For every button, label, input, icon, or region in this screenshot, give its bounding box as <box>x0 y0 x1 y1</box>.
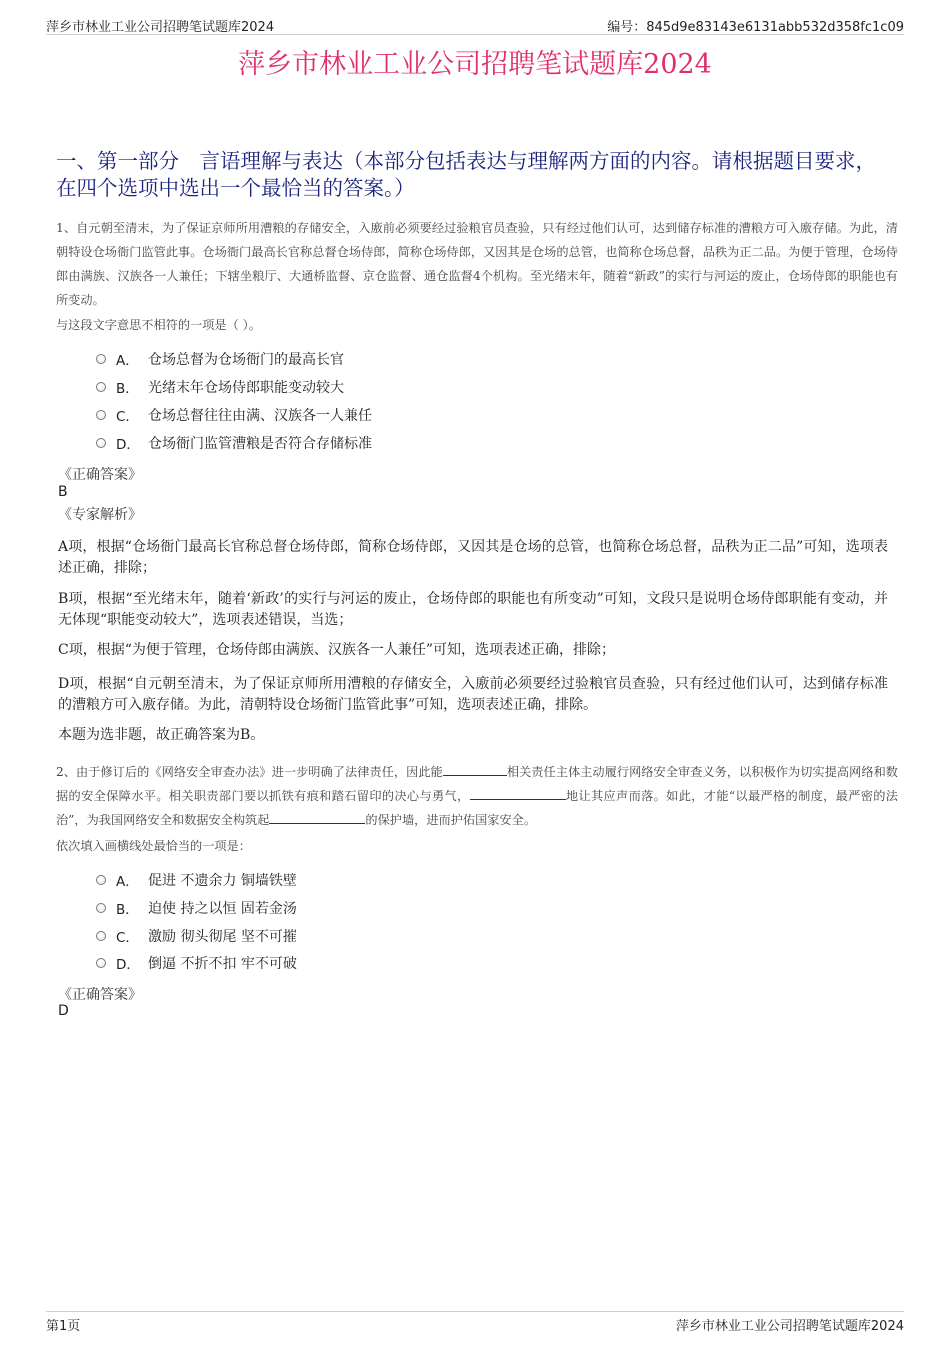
stem-text: 相关责任主体主动履行网络安全审查义务，以积极作为切实提高网络和数据的安全保障水平。相关职责部门要以抓铁有痕和踏石留印的决心与勇气， <box>56 765 898 803</box>
question-2-answer: D <box>58 1003 69 1019</box>
question-1-stem: 1、自元朝至清末，为了保证京师所用漕粮的存储安全，入廒前必须要经过验粮官员查验，只有经过他们认可，达到储存标准的漕粮方可入廒存储。为此，清朝特设仓场衙门监管此事。仓场衙门最高长官称总督仓场侍郎，简称仓场侍郎，又因其是仓场的总管，也简称仓场总督，品秩为正二品。为便于管理，仓场侍郎由满族、汉族各一人兼任；下辖坐粮厅、大通桥监督、京仓监督、通仓监督4个机构。至光绪末年，随着“新政”的实行与河运的废止，仓场侍郎的职能也有所变动。 <box>56 221 898 307</box>
radio-icon[interactable] <box>96 410 106 420</box>
option-letter: A． <box>116 353 139 369</box>
page-header <box>46 14 904 35</box>
question-2-option-d[interactable] <box>96 953 297 973</box>
radio-icon[interactable] <box>96 382 106 392</box>
stem-text: 地让其应声而落。如此，才能“以最严格的制度，最严密的法治”，为我国网络安全和数据安全构筑起 <box>56 789 898 827</box>
radio-icon[interactable] <box>96 875 106 885</box>
page-number: 第1页 <box>46 1319 81 1334</box>
question-1-answer: B <box>58 484 68 500</box>
stem-text: 的保护墙，进而护佑国家安全。 <box>365 813 537 827</box>
option-text: 光绪末年仓场侍郎职能变动较大 <box>148 380 344 396</box>
page-footer <box>46 1311 904 1334</box>
analysis-item: D项，根据“自元朝至清末，为了保证京师所用漕粮的存储安全，入廒前必须要经过验粮官员查验，只有经过他们认可，达到储存标准的漕粮方可入廒存储。为此，清朝特设仓场衙门监管此事”可知，选项表述正确，排除。 <box>58 676 888 713</box>
question-1-option-d[interactable] <box>96 433 372 453</box>
option-letter: D． <box>116 437 140 453</box>
analysis-item: C项，根据“为便于管理，仓场侍郎由满族、汉族各一人兼任”可知，选项表述正确，排除； <box>58 642 616 658</box>
analysis-item: B项，根据“至光绪末年，随着‘新政’的实行与河运的废止，仓场侍郎的职能也有所变动”可知，文段只是说明仓场侍郎职能有变动，并无体现“职能变动较大”，选项表述错误，当选； <box>58 591 888 628</box>
analysis-item: A项，根据“仓场衙门最高长官称总督仓场侍郎，简称仓场侍郎，又因其是仓场的总管，也简称仓场总督，品秩为正二品”可知，选项表述正确，排除； <box>58 539 888 576</box>
radio-icon[interactable] <box>96 931 106 941</box>
document-title: 萍乡市林业工业公司招聘笔试题库2024 <box>238 49 712 80</box>
option-letter: A． <box>116 874 139 890</box>
analysis-conclusion: 本题为选非题，故正确答案为B。 <box>58 727 265 743</box>
question-2-stem <box>56 760 898 832</box>
question-1-option-a[interactable] <box>96 349 344 369</box>
option-text: 激励 彻头彻尾 坚不可摧 <box>148 929 297 945</box>
fill-blank <box>443 763 507 776</box>
question-2-prompt: 依次填入画横线处最恰当的一项是： <box>56 839 251 853</box>
option-text: 仓场衙门监管漕粮是否符合存储标准 <box>148 436 372 452</box>
option-letter: D． <box>116 957 140 973</box>
question-1-option-b[interactable] <box>96 377 344 397</box>
option-letter: C． <box>116 409 139 425</box>
question-1-option-c[interactable] <box>96 405 372 425</box>
fill-blank <box>470 787 566 800</box>
option-text: 仓场总督为仓场衙门的最高长官 <box>148 352 344 368</box>
option-letter: B． <box>116 381 139 397</box>
option-text: 仓场总督往往由满、汉族各一人兼任 <box>148 408 372 424</box>
footer-title: 萍乡市林业工业公司招聘笔试题库2024 <box>675 1319 904 1334</box>
header-doc-id: 编号：845d9e83143e6131abb532d358fc1c09 <box>607 20 904 35</box>
option-text: 倒逼 不折不扣 牢不可破 <box>148 956 297 972</box>
option-text: 促进 不遗余力 铜墙铁壁 <box>148 873 297 889</box>
stem-text: 2、由于修订后的《网络安全审查办法》进一步明确了法律责任，因此能 <box>56 765 443 779</box>
question-2-answer-label: 《正确答案》 <box>58 987 142 1003</box>
question-2-option-a[interactable] <box>96 870 297 890</box>
fill-blank <box>269 811 365 824</box>
question-2-option-b[interactable] <box>96 898 297 918</box>
question-1-prompt: 与这段文字意思不相符的一项是（ ）。 <box>56 318 261 332</box>
question-1-analysis-label: 《专家解析》 <box>58 507 142 523</box>
radio-icon[interactable] <box>96 903 106 913</box>
question-1-answer-label: 《正确答案》 <box>58 467 142 483</box>
question-2-option-c[interactable] <box>96 926 297 946</box>
header-title: 萍乡市林业工业公司招聘笔试题库2024 <box>46 20 275 35</box>
option-letter: C． <box>116 930 139 946</box>
radio-icon[interactable] <box>96 958 106 968</box>
radio-icon[interactable] <box>96 354 106 364</box>
option-letter: B． <box>116 902 139 918</box>
section-heading: 一、第一部分 言语理解与表达（本部分包括表达与理解两方面的内容。请根据题目要求，在四个选项中选出一个最恰当的答案。） <box>56 149 876 200</box>
option-text: 迫使 持之以恒 固若金汤 <box>148 901 297 917</box>
radio-icon[interactable] <box>96 438 106 448</box>
